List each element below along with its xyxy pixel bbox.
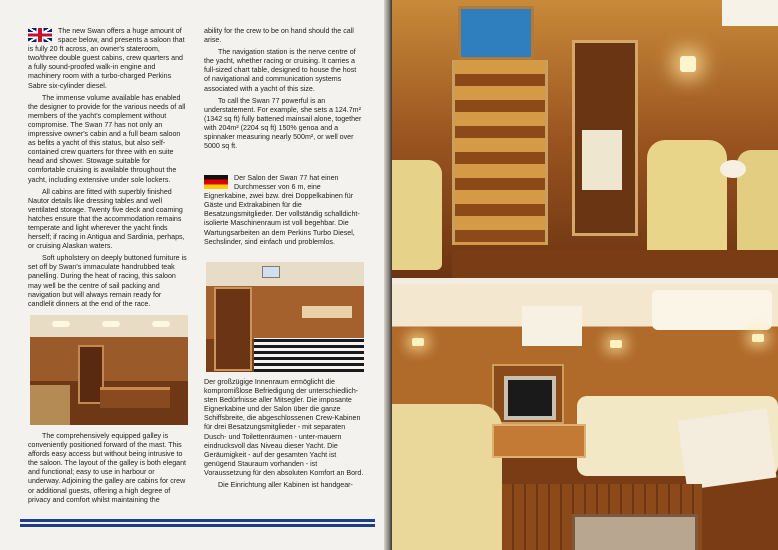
paragraph: To call the Swan 77 powerful is an understatement. For example, she sets a 124.7m² (1342 sq ft) fully battened mainsail alone, together with 204m² (2204 sq ft) 150% genoa and a spinnaker measuring nearly 500m², or well over 5000 sq ft. xyxy=(204,96,362,151)
paragraph: The immense volume available has enabled the designer to provide for the various needs of all members of the yacht's complement without compromise. The Swan 77 has not only an impressive owner's cabin and a full beam saloon as befits a yacht of this status, but also self-contained crew quarters for three with en suite head and shower. Stowage suitable for comfortable cruising is available throughout the yacht, including extensive under sole lockers. xyxy=(28,93,186,184)
english-column-1 xyxy=(28,27,188,312)
cabin-photo xyxy=(206,262,364,372)
paragraph: ability for the crew to be on hand should the call arise. xyxy=(204,27,354,45)
paragraph: Der großzügige Innenraum ermöglicht die kompromißlose Befriedigung der unterschiedlich-sten Bedürfnisse aller Mitsegler. Die imposante Eignerkabine und der Salon über die ganze Schiffsbreite, die abgeschlossenen Crew-Kabinen für drei Besatzungsmitglieder - mit separaten Dusch- und Toilettenräumen - unter-mauern eindrucksvoll das Niveau dieser Yacht. Die Geräumigkeit - auf der gesamten Yacht ist genügend Stauraum vorhanden - ist Voraussetzung für den absoluten Komfort an Bord. xyxy=(204,378,364,477)
german-column-bottom xyxy=(204,378,364,493)
page-fold xyxy=(384,0,392,550)
right-page xyxy=(392,0,778,550)
english-column-2 xyxy=(204,27,364,154)
saloon-photo xyxy=(30,315,188,425)
paragraph: Die Einrichtung aller Kabinen ist handgear- xyxy=(218,481,353,490)
saloon-companionway-photo xyxy=(392,0,778,278)
saloon-tv-photo xyxy=(392,284,778,550)
paragraph: The navigation station is the nerve centre of the yacht, whether racing or cruising. It carries a full-sized chart table, designed to house the host of navigational and communication systems associated with a yacht of this size. xyxy=(204,48,357,93)
accent-bar xyxy=(20,519,375,529)
english-column-1-bottom xyxy=(28,432,188,508)
german-flag-icon xyxy=(204,175,228,189)
uk-flag-icon xyxy=(28,28,52,42)
paragraph: Der Salon der Swan 77 hat einen Durchmesser von 6 m, eine Eignerkabine, zwei bzw. drei Doppelkabinen für Gäste und Extrakabinen für die Besatzungsmitglieder. Der vollständig schalldicht-isolierte Maschinenraum ist voll begehbar. Die Wartungsarbeiten an dem Perkins Turbo Diesel, Sechslinder, sind einfach und problemlos. xyxy=(204,174,360,246)
paragraph: The new Swan offers a huge amount of space below, and presents a saloon that is fully 20 ft across, an owner's stateroom, two/three double guest cabins, crew quarters and a fully sound-proofed walk-in engine and machinery room with a turbo-charged Perkins Sabre six-cylinder diesel. xyxy=(28,27,185,90)
german-column-top xyxy=(204,174,364,250)
paragraph: All cabins are fitted with superbly finished Nautor details like dressing tables and well ventilated storage. Twenty five deck and coaming hatches ensure that the accommodation remains temperate and light wherever the yacht finds herself; if racing in Antigua and Sardinia, perhaps, or cruising Alaskan waters. xyxy=(28,187,185,251)
paragraph: Soft upholstery on deeply buttoned furniture is set off by Swan's immaculate handrubbed teak panelling. During the heat of racing, this saloon may well be the centre of sail packing and navigation but will always remain ready for candlelit dinners at the end of the race. xyxy=(28,254,187,308)
paragraph: The comprehensively equipped galley is conveniently positioned forward of the mast. This affords easy access but without being intrusive to the saloon. The layout of the galley is both elegant and functional; easy to use in harbour or underway. Adjoining the galley are cabins for crew or additional guests, offering a high degree of privacy and comfort whilst maintaining the xyxy=(28,432,187,504)
